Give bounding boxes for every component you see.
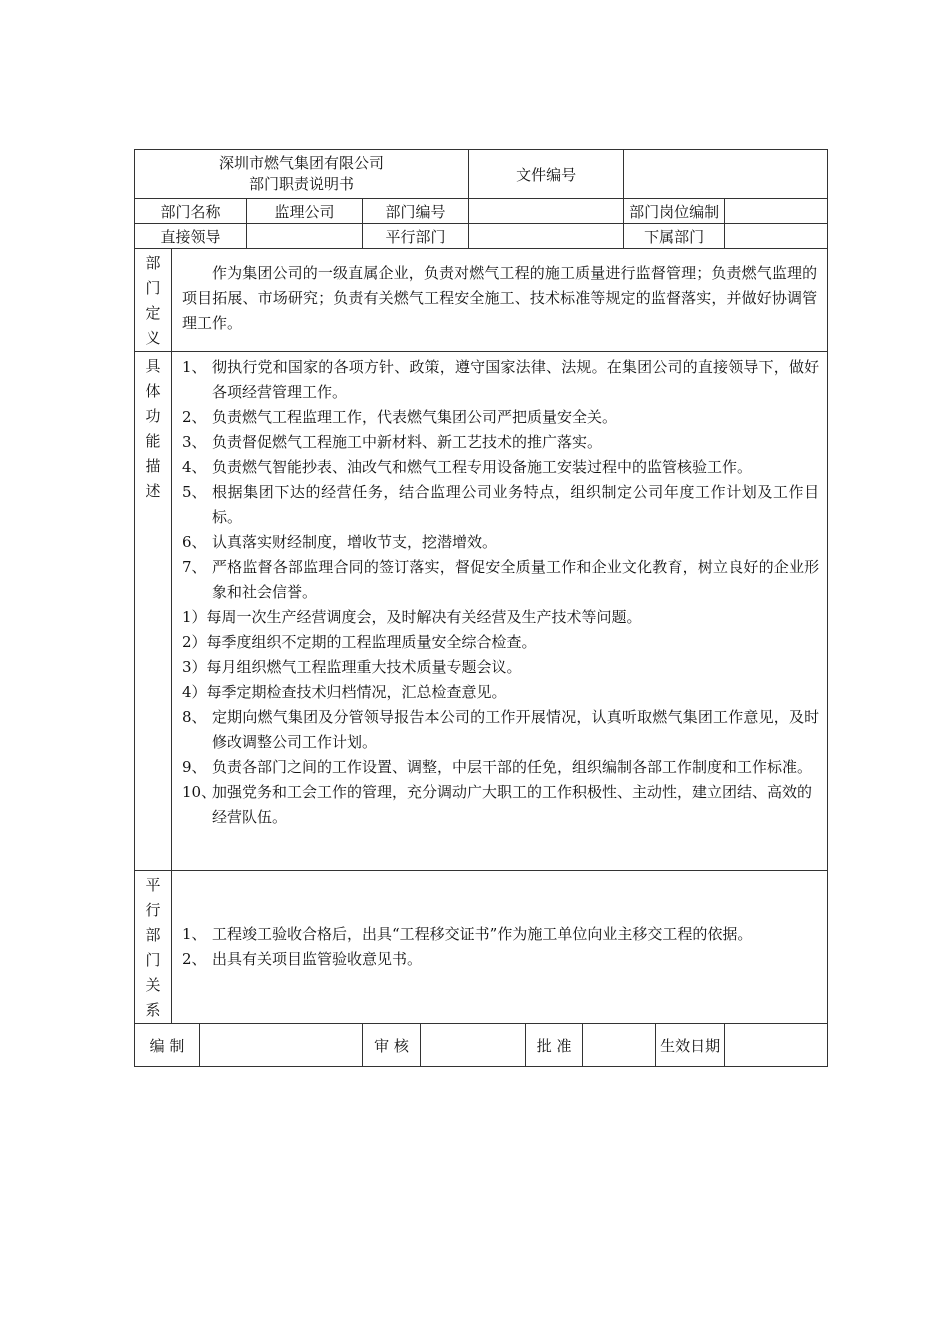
parallel-dept-label: 平行部门 xyxy=(363,224,469,249)
item-text: 负责燃气智能抄表、油改气和燃气工程专用设备施工安装过程中的监管核验工作。 xyxy=(212,458,753,476)
label-char: 功 xyxy=(145,407,161,425)
function-item xyxy=(178,705,819,755)
effective-date-value xyxy=(725,1024,828,1067)
label-char: 描 xyxy=(145,457,161,475)
label-char: 平 xyxy=(145,876,161,894)
subordinate-dept-label: 下属部门 xyxy=(624,224,725,249)
approve-value xyxy=(583,1024,656,1067)
label-char: 部 xyxy=(145,254,161,272)
label-char: 定 xyxy=(145,304,161,322)
label-char: 行 xyxy=(145,901,161,919)
dept-name-value: 监理公司 xyxy=(247,199,363,224)
direct-leader-value xyxy=(247,224,363,249)
item-text: 加强党务和工会工作的管理，充分调动广大职工的工作积极性、主动性，建立团结、高效的经营队伍。 xyxy=(212,783,813,826)
item-number: 4、 xyxy=(182,458,207,476)
item-number: 1、 xyxy=(182,925,207,943)
responsibility-document xyxy=(134,149,827,1067)
label-char: 关 xyxy=(145,976,161,994)
signoff-row xyxy=(135,1024,828,1067)
dept-name-label: 部门名称 xyxy=(135,199,247,224)
label-char: 能 xyxy=(145,432,161,450)
item-number: 10、 xyxy=(182,783,217,801)
function-item xyxy=(178,780,819,830)
function-item xyxy=(178,430,819,455)
label-char: 具 xyxy=(145,357,161,375)
effective-date-label: 生效日期 xyxy=(656,1024,725,1067)
item-text: 根据集团下达的经营任务，结合监理公司业务特点，组织制定公司年度工作计划及工作目标。 xyxy=(212,483,820,526)
staffing-value xyxy=(725,199,828,224)
item-number: 9、 xyxy=(182,758,207,776)
function-item xyxy=(178,755,819,780)
definition-text: 作为集团公司的一级直属企业，负责对燃气工程的施工质量进行监督管理；负责燃气监理的项目拓展、市场研究；负责有关燃气工程安全施工、技术标准等规定的监督落实，并做好协调管理工作。 xyxy=(172,249,828,352)
item-text: 负责督促燃气工程施工中新材料、新工艺技术的推广落实。 xyxy=(212,433,603,451)
compile-value xyxy=(200,1024,363,1067)
title-cell xyxy=(135,150,469,199)
header-row xyxy=(135,150,828,199)
item-number: 1、 xyxy=(182,358,207,376)
approve-label: 批 准 xyxy=(526,1024,583,1067)
dept-number-value xyxy=(469,199,624,224)
file-number-value xyxy=(624,150,828,199)
item-number: 6、 xyxy=(182,533,207,551)
function-subitem: 2）每季度组织不定期的工程监理质量安全综合检查。 xyxy=(182,633,537,651)
item-text: 出具有关项目监管验收意见书。 xyxy=(212,950,423,968)
relations-row xyxy=(135,871,828,1024)
leader-row xyxy=(135,224,828,249)
label-char: 述 xyxy=(145,482,161,500)
parallel-dept-value xyxy=(469,224,624,249)
item-text: 负责各部门之间的工作设置、调整，中层干部的任免，组织编制各部工作制度和工作标准。 xyxy=(212,758,813,776)
dept-info-row xyxy=(135,199,828,224)
item-text: 严格监督各部监理合同的签订落实，督促安全质量工作和企业文化教育，树立良好的企业形象和社会信誉。 xyxy=(212,558,820,601)
relation-item xyxy=(178,947,819,972)
label-char: 系 xyxy=(145,1001,161,1019)
document-type: 部门职责说明书 xyxy=(249,175,355,193)
function-item xyxy=(178,530,819,555)
function-item xyxy=(178,555,819,605)
review-value xyxy=(421,1024,526,1067)
relations-label xyxy=(135,871,172,1024)
item-number: 8、 xyxy=(182,708,207,726)
label-char: 义 xyxy=(145,329,161,347)
item-number: 2、 xyxy=(182,408,207,426)
item-text: 彻执行党和国家的各项方针、政策，遵守国家法律、法规。在集团公司的直接领导下，做好各项经营管理工作。 xyxy=(212,358,820,401)
relations-list xyxy=(172,871,828,1024)
dept-number-label: 部门编号 xyxy=(363,199,469,224)
definition-label xyxy=(135,249,172,352)
function-item xyxy=(178,455,819,480)
item-number: 2、 xyxy=(182,950,207,968)
definition-row xyxy=(135,249,828,352)
function-item xyxy=(178,405,819,430)
function-subitem: 4）每季定期检查技术归档情况，汇总检查意见。 xyxy=(182,683,507,701)
file-number-label: 文件编号 xyxy=(469,150,624,199)
functions-row xyxy=(135,352,828,871)
relation-item xyxy=(178,922,819,947)
function-subitem: 3）每月组织燃气工程监理重大技术质量专题会议。 xyxy=(182,658,522,676)
company-name: 深圳市燃气集团有限公司 xyxy=(219,154,385,172)
function-subitem: 1）每周一次生产经营调度会，及时解决有关经营及生产技术等问题。 xyxy=(182,608,642,626)
functions-list xyxy=(172,352,828,871)
subordinate-dept-value xyxy=(725,224,828,249)
label-char: 部 xyxy=(145,926,161,944)
review-label: 审 核 xyxy=(363,1024,421,1067)
label-char: 体 xyxy=(145,382,161,400)
item-text: 负责燃气工程监理工作，代表燃气集团公司严把质量安全关。 xyxy=(212,408,618,426)
item-number: 3、 xyxy=(182,433,207,451)
function-item xyxy=(178,480,819,530)
item-text: 工程竣工验收合格后，出具“工程移交证书”作为施工单位向业主移交工程的依据。 xyxy=(212,925,753,943)
item-text: 认真落实财经制度，增收节支，挖潜增效。 xyxy=(212,533,498,551)
direct-leader-label: 直接领导 xyxy=(135,224,247,249)
function-item xyxy=(178,355,819,405)
item-text: 定期向燃气集团及分管领导报告本公司的工作开展情况，认真听取燃气集团工作意见，及时修改调整公司工作计划。 xyxy=(212,708,820,751)
item-number: 7、 xyxy=(182,558,207,576)
responsibility-table xyxy=(134,149,828,1067)
compile-label: 编 制 xyxy=(135,1024,200,1067)
label-char: 门 xyxy=(145,951,161,969)
staffing-label: 部门岗位编制 xyxy=(624,199,725,224)
functions-label xyxy=(135,352,172,871)
item-number: 5、 xyxy=(182,483,207,501)
label-char: 门 xyxy=(145,279,161,297)
